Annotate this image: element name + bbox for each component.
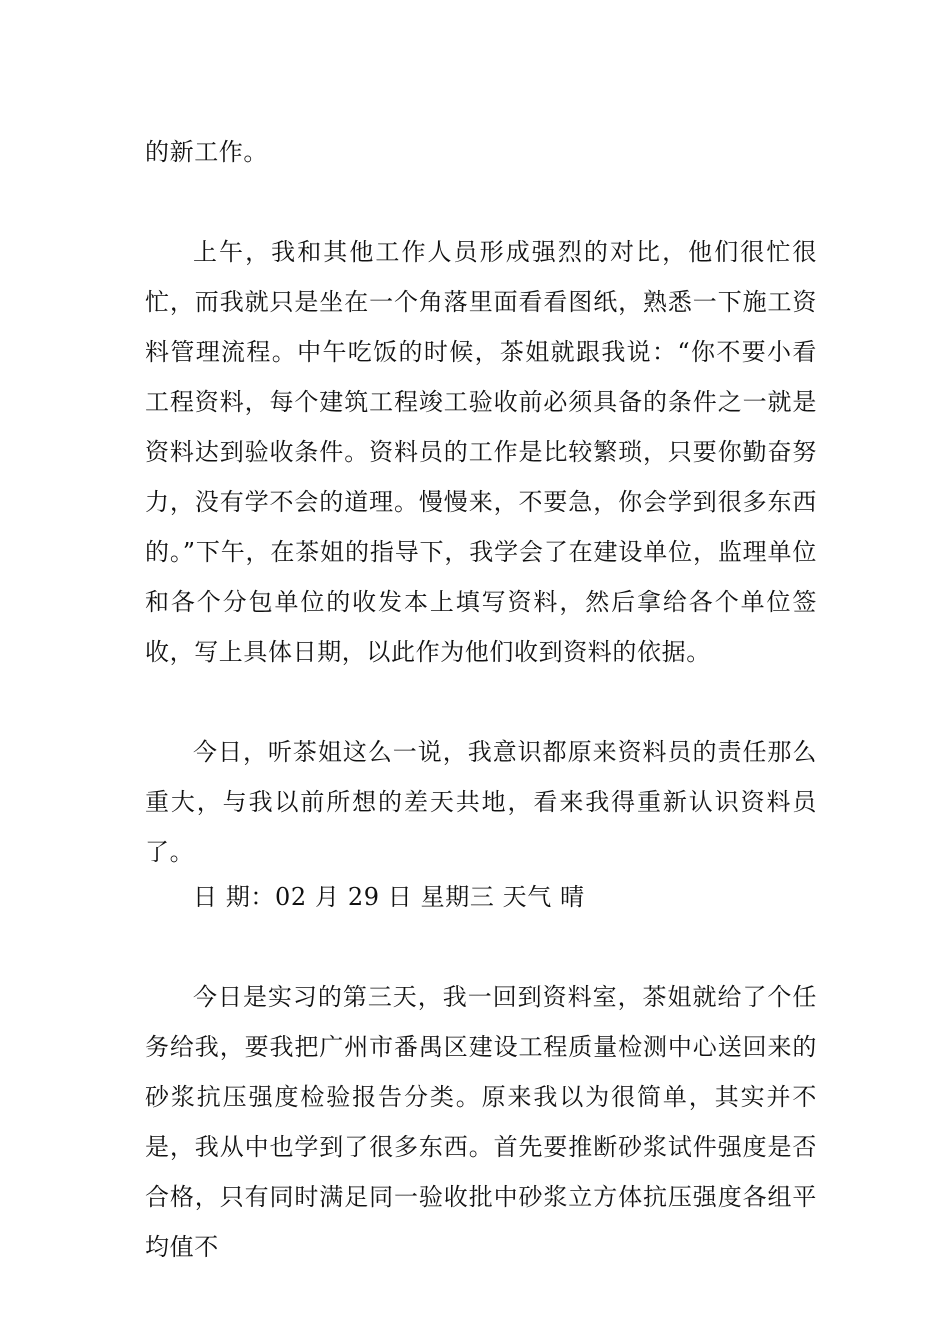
diary-date-line: 日 期：02 月 29 日 星期三 天气 晴: [193, 883, 585, 911]
paragraph-third-day: 今日是实习的第三天，我一回到资料室，茶姐就给了个任务给我，要我把广州市番禺区建设工程质量检测中心送回来的砂浆抗压强度检验报告分类。原来我以为很简单，其实并不是，我从中也学到了很多东西。首先要推断砂浆试件强度是否合格，只有同时满足同一验收批中砂浆立方体抗压强度各组平均值不: [145, 983, 817, 1261]
paragraph-reflection: 今日，听茶姐这么一说，我意识都原来资料员的责任那么重大，与我以前所想的差天共地，看来我得重新认识资料员了。: [145, 738, 817, 866]
paragraph-continuation: 的新工作。: [145, 138, 268, 166]
paragraph-morning-work: 上午，我和其他工作人员形成强烈的对比，他们很忙很忙，而我就只是坐在一个角落里面看看图纸，熟悉一下施工资料管理流程。中午吃饭的时候，茶姐就跟我说：“你不要小看工程资料，每个建筑工程竣工验收前必须具备的条件之一就是资料达到验收条件。资料员的工作是比较繁琐，只要你勤奋努力，没有学不会的道理。慢慢来，不要急，你会学到很多东西的。”下午，在茶姐的指导下，我学会了在建设单位，监理单位和各个分包单位的收发本上填写资料，然后拿给各个单位签收，写上具体日期，以此作为他们收到资料的依据。: [145, 238, 817, 666]
